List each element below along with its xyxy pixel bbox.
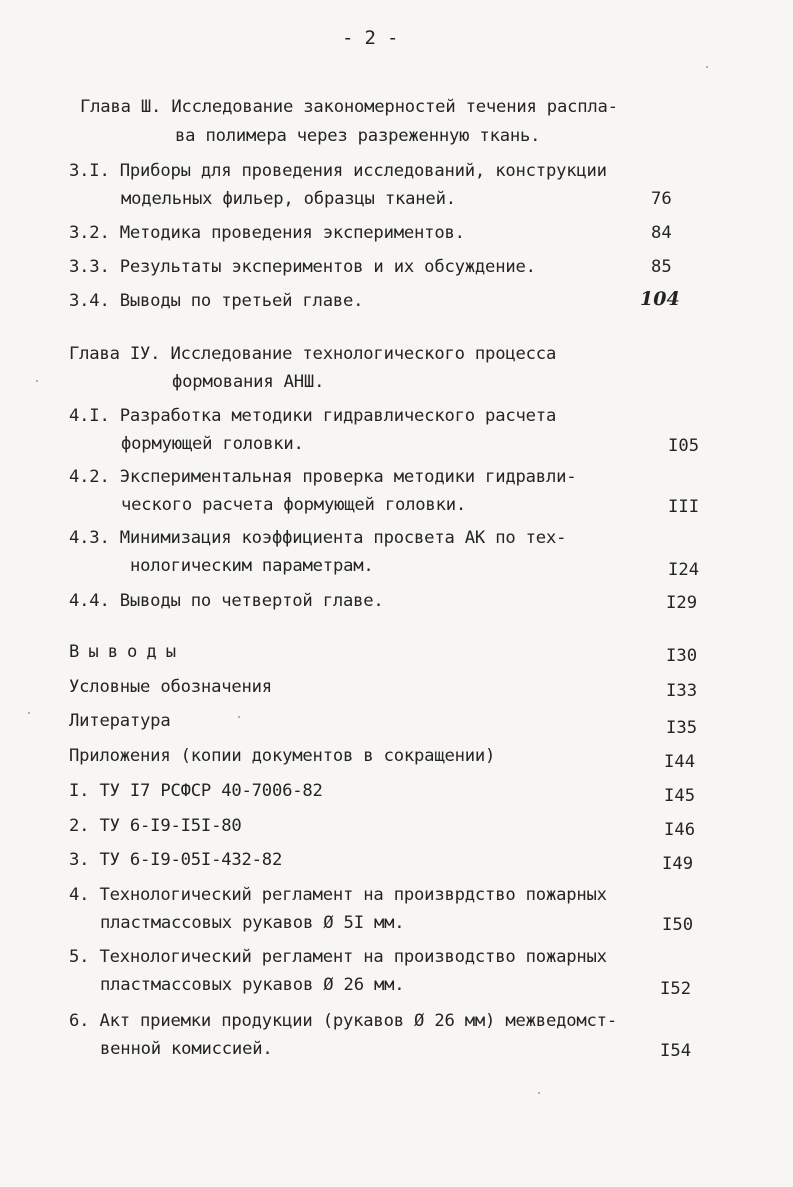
toc-entry-4-4: 4.4. Выводы по четвертой главе.: [69, 591, 384, 611]
appendix-item-6-line1: 6. Акт приемки продукции (рукавов Ø 26 мм) межведомст-: [69, 1011, 617, 1031]
appendix-page-1: I45: [664, 786, 696, 806]
toc-page-literature: I35: [666, 718, 698, 738]
page-number: - 2 -: [342, 27, 399, 49]
appendix-page-3: I49: [662, 854, 694, 874]
toc-page-3-3: 85: [651, 257, 672, 277]
appendix-item-2: 2. ТУ 6-I9-I5I-80: [69, 816, 242, 836]
scan-speck: [36, 380, 38, 382]
toc-page-4-4: I29: [666, 593, 698, 613]
appendix-item-5-line1: 5. Технологический регламент на производство пожарных: [69, 947, 607, 967]
scan-speck: [706, 66, 708, 68]
chapter4-title-line2: формования АНШ.: [172, 372, 325, 392]
appendix-item-1: I. ТУ I7 РСФСР 40-7006-82: [69, 781, 323, 801]
toc-entry-3-2: 3.2. Методика проведения экспериментов.: [69, 223, 465, 243]
toc-section-appendices: Приложения (копии документов в сокращении): [69, 746, 496, 766]
scan-speck: [238, 716, 240, 718]
toc-section-notation: Условные обозначения: [69, 677, 272, 697]
toc-page-notation: I33: [666, 681, 698, 701]
scan-speck: [28, 712, 30, 714]
appendix-page-5: I52: [660, 979, 692, 999]
appendix-item-5-line2: пластмассовых рукавов Ø 26 мм.: [100, 975, 405, 995]
toc-page-3-2: 84: [651, 223, 672, 243]
toc-page-4-1: I05: [668, 436, 700, 456]
appendix-item-4-line2: пластмассовых рукавов Ø 5I мм.: [100, 913, 405, 933]
toc-entry-4-1-line1: 4.I. Разработка методики гидравлического расчета: [69, 406, 557, 426]
scan-speck: [538, 1092, 540, 1094]
appendix-item-3: 3. ТУ 6-I9-05I-432-82: [69, 850, 283, 870]
toc-entry-3-1-line2: модельных фильер, образцы тканей.: [121, 189, 456, 209]
chapter3-title-line1: Глава Ш. Исследование закономерностей течения распла-: [80, 97, 618, 117]
toc-entry-4-2-line2: ческого расчета формующей головки.: [121, 495, 467, 515]
appendix-page-2: I46: [664, 820, 696, 840]
appendix-item-4-line1: 4. Технологический регламент на произврдство пожарных: [69, 885, 607, 905]
toc-section-literature: Литература: [69, 711, 171, 731]
toc-entry-3-1-line1: 3.I. Приборы для проведения исследований, конструкции: [69, 161, 607, 181]
toc-page-appendices: I44: [664, 752, 696, 772]
chapter4-title-line1: Глава IУ. Исследование технологического процесса: [69, 344, 557, 364]
appendix-page-6: I54: [660, 1041, 692, 1061]
toc-entry-4-1-line2: формующей головки.: [121, 434, 304, 454]
toc-entry-3-3: 3.3. Результаты экспериментов и их обсуждение.: [69, 257, 536, 277]
toc-page-conclusions: I30: [666, 646, 698, 666]
toc-page-4-3: I24: [668, 560, 700, 580]
appendix-page-4: I50: [662, 915, 694, 935]
appendix-item-6-line2: венной комиссией.: [100, 1039, 273, 1059]
toc-page-3-4-handwritten: 104: [640, 288, 680, 310]
toc-page-4-2: III: [668, 497, 700, 517]
toc-entry-4-3-line2: нологическим параметрам.: [130, 556, 374, 576]
toc-page-3-1: 76: [651, 189, 672, 209]
chapter3-title-line2: ва полимера через разреженную ткань.: [175, 126, 541, 146]
toc-entry-3-4: 3.4. Выводы по третьей главе.: [69, 291, 364, 311]
toc-entry-4-3-line1: 4.3. Минимизация коэффициента просвета АК по тех-: [69, 528, 567, 548]
toc-section-conclusions: Выводы: [69, 642, 186, 662]
toc-entry-4-2-line1: 4.2. Экспериментальная проверка методики гидравли-: [69, 467, 577, 487]
